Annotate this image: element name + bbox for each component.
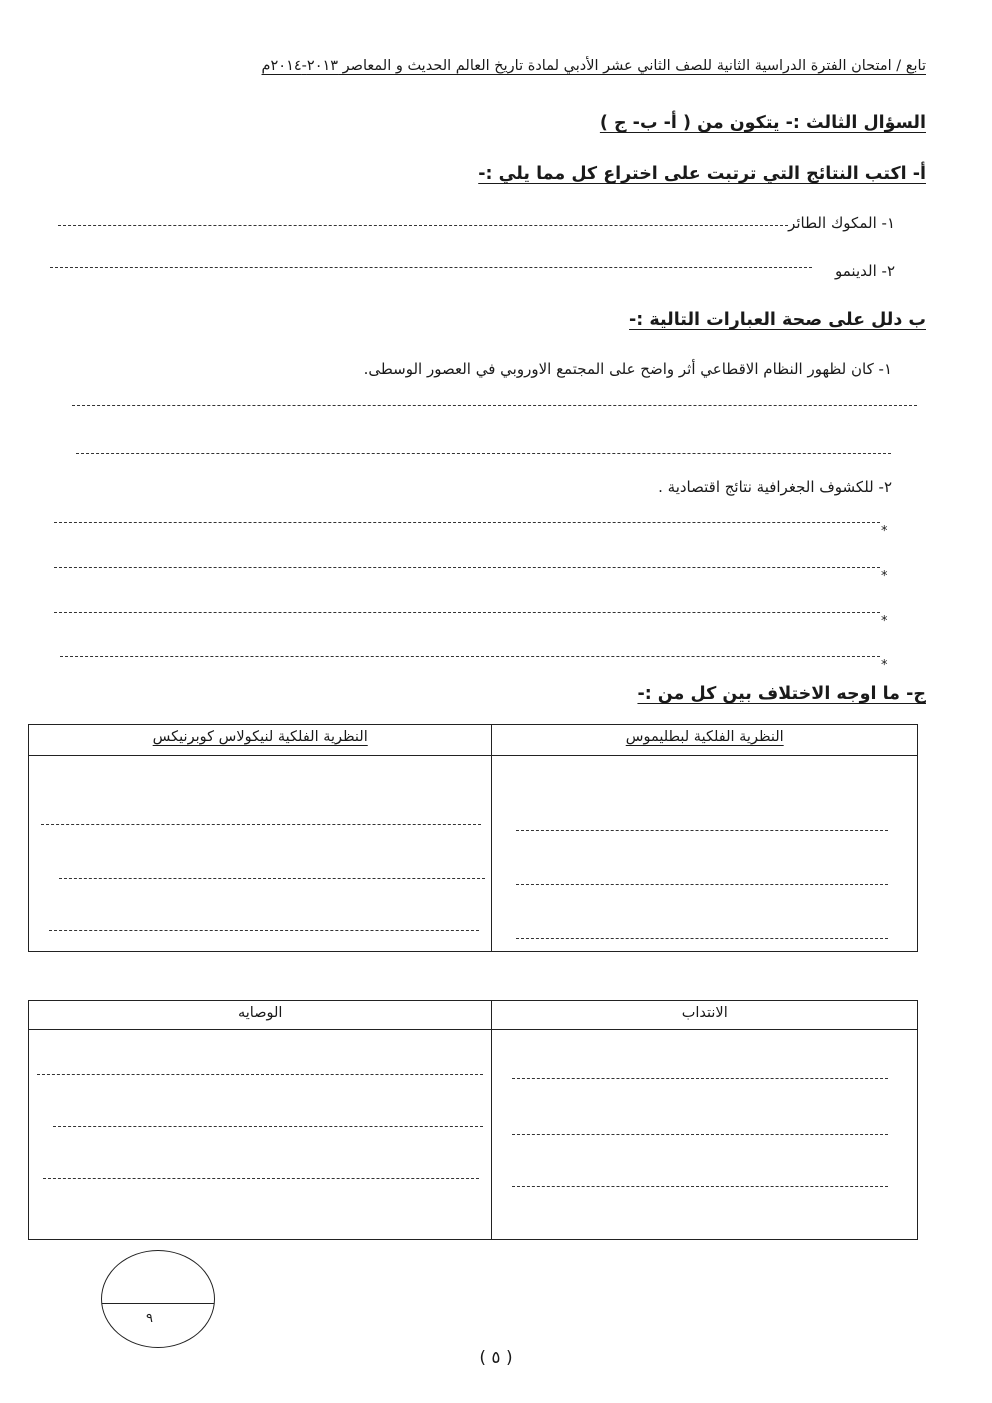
comparison-table-1 [28, 724, 918, 952]
bullet-star: * [881, 614, 888, 629]
answer-line[interactable] [58, 225, 788, 226]
section-a-title: أ- اكتب النتائج التي ترتبت على اختراع كل مما يلي :- [478, 164, 926, 184]
section-b-item-2: ٢- للكشوف الجغرافية نتائج اقتصادية . [658, 478, 892, 496]
grade-mark: ٩ [146, 1311, 153, 1326]
grade-divider [102, 1303, 214, 1304]
section-a-item-2: ٢- الدينمو [835, 262, 895, 280]
table2-left-header: الوصايه [237, 1005, 283, 1021]
section-b-item-1: ١- كان لظهور النظام الاقطاعي أثر واضح على المجتمع الاوروبي في العصور الوسطى. [363, 360, 892, 378]
comparison-table-2 [28, 1000, 918, 1240]
table1-left-header: النظرية الفلكية لنيكولاس كوبرنيكس [152, 729, 368, 745]
answer-line[interactable] [50, 267, 812, 268]
section-a-item-1: ١- المكوك الطائر [788, 214, 895, 232]
table2-right-answer-cell[interactable] [492, 1030, 918, 1240]
page-number: ( ٥ ) [479, 1348, 513, 1368]
table2-left-header-cell [29, 1001, 492, 1030]
table1-right-header-cell [492, 725, 918, 756]
table1-left-header-cell [29, 725, 492, 756]
answer-line[interactable] [76, 453, 891, 454]
table2-right-header-cell [492, 1001, 918, 1030]
table1-left-answer-cell[interactable] [29, 756, 492, 952]
table2-right-header: الانتداب [681, 1005, 728, 1021]
answer-line[interactable] [54, 522, 880, 523]
answer-line[interactable] [72, 405, 917, 406]
table2-left-answer-cell[interactable] [29, 1030, 492, 1240]
answer-line[interactable] [60, 656, 880, 657]
exam-header: تابع / امتحان الفترة الدراسية الثانية للصف الثاني عشر الأدبي لمادة تاريخ العالم الحديث و المعاصر ٢٠١٣-٢٠١٤م [261, 58, 926, 74]
bullet-star: * [881, 524, 888, 539]
question-title: السؤال الثالث :- يتكون من ( أ- ب- ج ) [599, 113, 926, 133]
table1-right-answer-cell[interactable] [492, 756, 918, 952]
section-b-title: ب دلل على صحة العبارات التالية :- [629, 310, 926, 330]
table1-right-header: النظرية الفلكية لبطليموس [625, 729, 784, 745]
bullet-star: * [881, 658, 888, 673]
section-c-title: ج- ما اوجه الاختلاف بين كل من :- [637, 684, 926, 704]
answer-line[interactable] [54, 567, 880, 568]
grade-circle [101, 1250, 215, 1348]
bullet-star: * [881, 569, 888, 584]
answer-line[interactable] [54, 612, 880, 613]
